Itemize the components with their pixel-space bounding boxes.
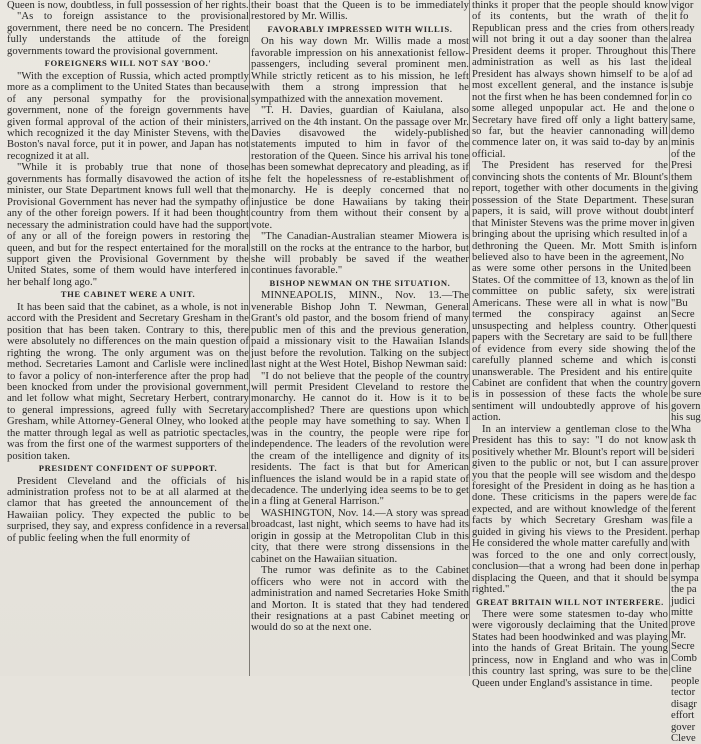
- section-heading: THE CABINET WERE A UNIT.: [60, 289, 196, 300]
- section-heading: PRESIDENT CONFIDENT OF SUPPORT.: [38, 463, 218, 474]
- cropped-line-fragment: suran: [671, 194, 694, 206]
- cropped-line-fragment: minis: [671, 137, 695, 149]
- cropped-line-fragment: quite: [671, 366, 693, 378]
- cropped-line-fragment: Secre: [671, 641, 695, 653]
- cropped-line-fragment: perhap: [671, 526, 700, 538]
- article-paragraph: President Cleveland and the officials of his administration profess not to be at all alarmed at the clamor that has greeted the announcement of the Hawaiian policy. They expected the public to be surprised, they say, and express confidence in a reversal of public feeling when the full enormity of: [7, 475, 249, 544]
- cropped-line-fragment: consti: [671, 355, 697, 367]
- article-paragraph: "With the exception of Russia, which acted promptly more as a compliment to the United States than because of any personal sympathy for the provisional government, none of the foreign governments have given formal approval of the action of their ministers, which recognized it the day Minister Stevens, with the Boston's naval force, put it in power, and Japan has not recognized it at all.: [7, 70, 249, 162]
- cropped-line-fragment: vigor: [671, 0, 694, 11]
- cropped-line-fragment: judici: [671, 595, 696, 607]
- cropped-line-fragment: given: [671, 217, 695, 229]
- cropped-line-fragment: perhap: [671, 561, 700, 573]
- cropped-line-fragment: tion a: [671, 481, 695, 493]
- cropped-line-fragment: govern: [671, 377, 701, 389]
- cropped-line-fragment: cline: [671, 664, 692, 676]
- cropped-line-fragment: in co: [671, 91, 692, 103]
- cropped-line-fragment: one o: [671, 103, 695, 115]
- cropped-line-fragment: gover: [671, 721, 696, 733]
- column-3: [472, 0, 668, 689]
- article-paragraph: Queen is now, doubtless, in full possession of her rights.: [7, 0, 249, 11]
- section-heading: GREAT BRITAIN WILL NOT INTERFERE.: [476, 596, 664, 607]
- column-rule: [249, 0, 250, 676]
- cropped-line-fragment: ask th: [671, 435, 697, 447]
- column-rule: [469, 0, 470, 676]
- cropped-line-fragment: of a: [671, 229, 688, 241]
- article-paragraph: The President has reserved for the convincing shots the contents of Mr. Blount's report, together with other documents in the possession of the State Department. These papers, it is said, will prove without doubt that Minister Stevens was the prime mover in bringing about the uprising which resulted in dethroning the Queen. Mr. Mott Smith is believed also to have been in the agreement, as were some other persons in the United States. Of the committee of 13, known as the committee on public safety, six were Americans. These were all in what is now termed the conspiracy against an unsuspecting and helpless country. Other papers with the Secretary are said to be full of evidence from every side showing the carefully planned scheme and which is unanswerable. The President and his entire Cabinet are confident that when the country is in possession of these facts the whole sentiment will undoubtedly approve of his action.: [472, 160, 668, 424]
- column-1: [7, 0, 249, 676]
- cropped-line-fragment: demo: [671, 125, 695, 137]
- article-paragraph: In an interview a gentleman close to the President has this to say: "I do not know positively whether Mr. Blount's report will be given to the public or not, but I can assure you that the people will see wisdom and the foresight of the President in doing as he has done. These criticisms in the papers were expected, and are without knowledge of the facts by which Secretary Gresham was guided in giving his views to the President. He considered the whole matter carefully and was forced to the one and only correct conclusion—that a wrong had been done in displacing the Queen, and that it should be righted.": [472, 423, 668, 596]
- cropped-line-fragment: inforn: [671, 240, 697, 252]
- article-paragraph: The rumor was definite as to the Cabinet officers who were not in accord with the administration and named Secretaries Hoke Smith and Morton. It is stated that they had tendered their resignations at a past Cabinet meeting or would do so at the next one.: [251, 565, 469, 634]
- cropped-line-fragment: of lin: [671, 274, 694, 286]
- cropped-line-fragment: same,: [671, 114, 696, 126]
- cropped-line-fragment: there: [671, 332, 693, 344]
- section-heading: BISHOP NEWMAN ON THE SITUATION.: [269, 277, 451, 288]
- column-2: [251, 0, 469, 676]
- section-heading: FAVORABLY IMPRESSED WITH WILLIS.: [267, 23, 453, 34]
- cropped-line-fragment: the pa: [671, 584, 697, 596]
- cropped-line-fragment: "Bu: [671, 297, 688, 309]
- section-heading: FOREIGNERS WILL NOT SAY 'BOO.': [44, 58, 212, 69]
- cropped-line-fragment: ideal: [671, 57, 692, 69]
- cropped-line-fragment: Mr.: [671, 629, 687, 641]
- cropped-line-fragment: disagr: [671, 698, 697, 710]
- article-paragraph: There were some statesmen to-day who were vigorously declaiming that the United States had been hoodwinked and was playing into the hands of Great Britain. The young princess, now in England and who was in this country last spring, was sure to be the Queen under England's assistance in time.: [472, 609, 668, 689]
- cropped-line-fragment: of the: [671, 148, 696, 160]
- cropped-line-fragment: giving: [671, 183, 699, 195]
- cropped-line-fragment: it fo: [671, 11, 689, 23]
- cropped-line-fragment: ready: [671, 22, 695, 34]
- cropped-line-fragment: There: [671, 45, 696, 57]
- column-rule: [669, 0, 670, 676]
- cropped-line-fragment: with: [671, 538, 690, 550]
- cropped-line-fragment: be sure: [671, 389, 701, 401]
- cropped-line-fragment: subje: [671, 80, 694, 92]
- cropped-line-fragment: ously,: [671, 549, 696, 561]
- cropped-line-fragment: effort: [671, 710, 695, 722]
- cropped-line-fragment: ferent: [671, 503, 696, 515]
- cropped-line-fragment: alrea: [671, 34, 692, 46]
- cropped-line-fragment: Secre: [671, 309, 695, 321]
- cropped-line-fragment: No: [671, 251, 684, 263]
- cropped-line-fragment: of ad: [671, 68, 693, 80]
- article-paragraph: "While it is probably true that none of those governments has formally disavowed the action of its minister, our State Department knows full well that the Provisional Government has never had the sympathy of any of the other foreign powers. If it had been thought necessary the administration could have had the support of any or all of the foreign powers in restoring the queen, and but for the respect entertained for the moral support given the Provisional Government by the United States, some of them would have interfered in her behalf long ago.": [7, 162, 249, 288]
- cropped-line-fragment: de fac: [671, 492, 697, 504]
- article-paragraph: "The Canadian-Australian steamer Miowera is still on the rocks at the entrance to the harbor, but she will probably be saved if the weather continues favorable.": [251, 231, 469, 277]
- column-4-fragment: [671, 0, 701, 744]
- cropped-line-fragment: people: [671, 675, 700, 687]
- article-paragraph: "T. H. Davies, guardian of Kaiulana, also arrived on the 4th instant. On the passage over Mr. Davies disavowed the widely-published statements imputed to him in favor of the restoration of the Queen. Since his arrival his tone has been somewhat deprecatory and pleading, as if he felt the hopelessness of re-establishment of monarchy. He is deeply concerned that no injustice be done Hawaiians by taking their country from them without their consent by a vote.: [251, 105, 469, 231]
- cropped-line-fragment: prover: [671, 458, 699, 470]
- cropped-line-fragment: mitte: [671, 607, 693, 619]
- cropped-line-fragment: despo: [671, 469, 696, 481]
- cropped-line-fragment: Comb: [671, 652, 697, 664]
- article-paragraph: "As to foreign assistance to the provisional government, there need be no concern. The President fully understands the attitude of the foreign governments toward the provisional government.: [7, 11, 249, 57]
- article-paragraph: WASHINGTON, Nov. 14.—A story was spread broadcast, last night, which seems to have had its origin in gossip at the Metropolitan Club in this city, that there were strong dissensions in the cabinet on the Hawaiian situation.: [251, 507, 469, 565]
- cropped-line-fragment: sideri: [671, 446, 695, 458]
- cropped-line-fragment: Presi: [671, 160, 693, 172]
- article-paragraph: MINNEAPOLIS, MINN., Nov. 13.—The venerable Bishop John T. Newman, General Grant's old pastor, and the bosom friend of many public men of this and the previous generation, paid a missionary visit to the Hawaiian Islands just before the revolution. Talking on the subject last night at the West Hotel, Bishop Newman said:: [251, 290, 469, 371]
- cropped-line-fragment: tector: [671, 687, 696, 699]
- cropped-line-fragment: govern: [671, 400, 701, 412]
- cropped-line-fragment: file a: [671, 515, 693, 527]
- cropped-line-fragment: sympa: [671, 572, 699, 584]
- cropped-line-fragment: prove: [671, 618, 696, 630]
- cropped-line-fragment: of the: [671, 343, 696, 355]
- article-paragraph: It has been said that the cabinet, as a whole, is not in accord with the President and Secretary Gresham in the position that has been taken. Contrary to this, there were absolutely no differences on the main question of righting the wrong. The only argument was on the method. Secretaries Lamont and Carlisle were inclined to favor a policy of non-interference after the prop had been knocked from under the provisional government, and let follow what might, Secretary Herbert, contrary to general impressions, agreed fully with Secretary Gresham, while Attorney-General Olney, who looked at the matter through legal as well as patriotic spectacles, was from the first one of the warmest supporters of the position taken.: [7, 301, 249, 462]
- cropped-line-fragment: Cleve: [671, 733, 696, 744]
- article-paragraph: On his way down Mr. Willis made a most favorable impression on his annexationist fellow-passengers, including several prominent men. While strictly reticent as to his mission, he left with them a strong impression that he sympathized with the annexation movement.: [251, 36, 469, 105]
- cropped-line-fragment: them: [671, 171, 693, 183]
- cropped-line-fragment: his sug: [671, 412, 701, 424]
- cropped-line-fragment: been: [671, 263, 691, 275]
- article-paragraph: their boast that the Queen is to be immediately restored by Mr. Willis.: [251, 0, 469, 23]
- cropped-line-fragment: questi: [671, 320, 697, 332]
- article-paragraph: thinks it proper that the people should know of its contents, but the wrath of the Republican press and the cries from others will not bring it out a day sooner than the President deems it proper. Throughout this administration as well as his last the President has always shown himself to be a most excellent general, and the instance is not the first when he has been condemned for some alleged unpopular act. He and the Secretary have fired off only a light battery so far, but the heavier cannonading will commence later on, it was said to-day by an official.: [472, 0, 668, 160]
- cropped-line-fragment: interf: [671, 206, 694, 218]
- article-paragraph: "I do not believe that the people of the country will permit President Cleveland to restore the monarchy. He cannot do it. How is it to be accomplished? There are questions upon which the people may have something to say. When I was in the country, the people were ripe for independence. The leaders of the revolution were the cream of the intelligence and dignity of its residents. The fact is that but for American influences the island would be in a rapid state of decadence. The underlying idea seems to be to get in a fling at General Harrison.": [251, 370, 469, 508]
- cropped-line-fragment: Wha: [671, 423, 691, 435]
- cropped-line-fragment: istrati: [671, 286, 696, 298]
